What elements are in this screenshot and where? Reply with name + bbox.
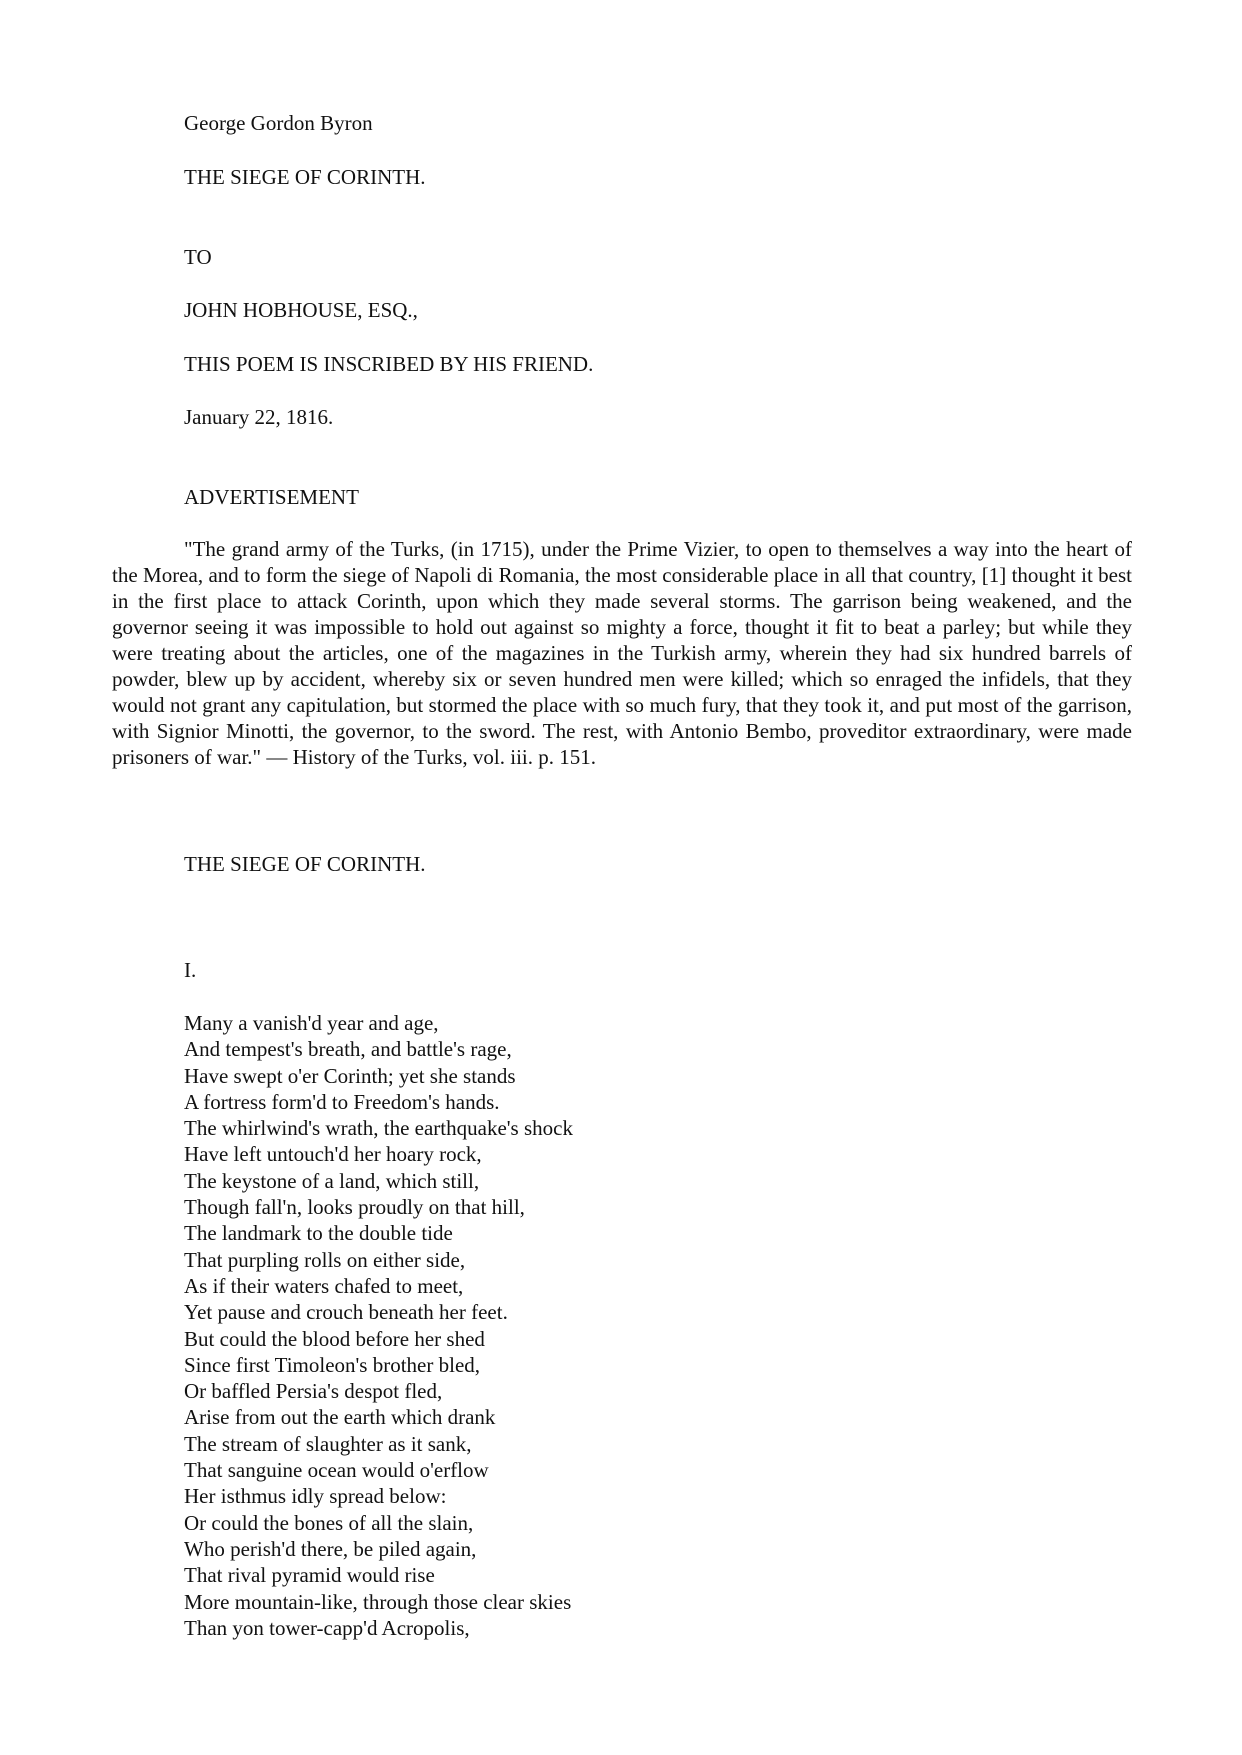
verse-line: That purpling rolls on either side, [184,1247,466,1272]
verse-line: Since first Timoleon's brother bled, [184,1352,481,1377]
verse-line: The landmark to the double tide [184,1221,453,1246]
verse-line: That rival pyramid would rise [184,1563,435,1588]
dedication-to: TO [184,245,212,269]
poem-verse [184,1010,573,1641]
verse-line: That sanguine ocean would o'erflow [184,1458,489,1483]
verse-line: Or baffled Persia's despot fled, [184,1379,443,1404]
verse-line: A fortress form'd to Freedom's hands. [184,1089,500,1114]
verse-line: Than yon tower-capp'd Acropolis, [184,1615,470,1640]
verse-line: Many a vanish'd year and age, [184,1011,439,1035]
verse-line: The whirlwind's wrath, the earthquake's shock [184,1116,573,1141]
dedication-line: THIS POEM IS INSCRIBED BY HIS FRIEND. [184,352,594,376]
verse-line: More mountain-like, through those clear skies [184,1589,572,1614]
verse-line: But could the blood before her shed [184,1326,485,1351]
document-title: THE SIEGE OF CORINTH. [184,165,426,189]
verse-line: Her isthmus idly spread below: [184,1484,447,1509]
verse-line: The keystone of a land, which still, [184,1168,480,1193]
author-name: George Gordon Byron [184,111,373,135]
dedication-name: JOHN HOBHOUSE, ESQ., [184,298,418,322]
verse-line: Or could the bones of all the slain, [184,1510,474,1535]
verse-line: Have left untouch'd her hoary rock, [184,1142,482,1167]
canto-number: I. [184,958,197,982]
advertisement-heading: ADVERTISEMENT [184,485,359,509]
verse-line: And tempest's breath, and battle's rage, [184,1037,512,1062]
verse-line: Arise from out the earth which drank [184,1405,496,1430]
dedication-date: January 22, 1816. [184,405,334,429]
poem-title: THE SIEGE OF CORINTH. [184,852,426,876]
verse-line: Who perish'd there, be piled again, [184,1536,477,1561]
advertisement-paragraph: "The grand army of the Turks, (in 1715), under the Prime Vizier, to open to themselves a way into the heart of the Morea, and to form the siege of Napoli di Romania, the most considerable place in all that country, [1] thought it best in the first place to attack Corinth, upon which they made several storms. The garrison being weakened, and the governor seeing it was impossible to hold out against so mighty a force, thought it fit to beat a parley; but while they were treating about the articles, one of the magazines in the Turkish army, wherein they had six hundred barrels of powder, blew up by accident, whereby six or seven hundred men were killed; which so enraged the infidels, that they would not grant any capitulation, but stormed the place with so much fury, that they took it, and put most of the garrison, with Signior Minotti, the governor, to the sword. The rest, with Antonio Bembo, proveditor extraordinary, were made prisoners of war." — History of the Turks, vol. iii. p. 151. [112,537,1132,769]
verse-line: As if their waters chafed to meet, [184,1273,464,1298]
verse-line: The stream of slaughter as it sank, [184,1431,472,1456]
verse-line: Yet pause and crouch beneath her feet. [184,1300,508,1325]
verse-line: Though fall'n, looks proudly on that hill, [184,1195,525,1220]
verse-line: Have swept o'er Corinth; yet she stands [184,1063,516,1088]
